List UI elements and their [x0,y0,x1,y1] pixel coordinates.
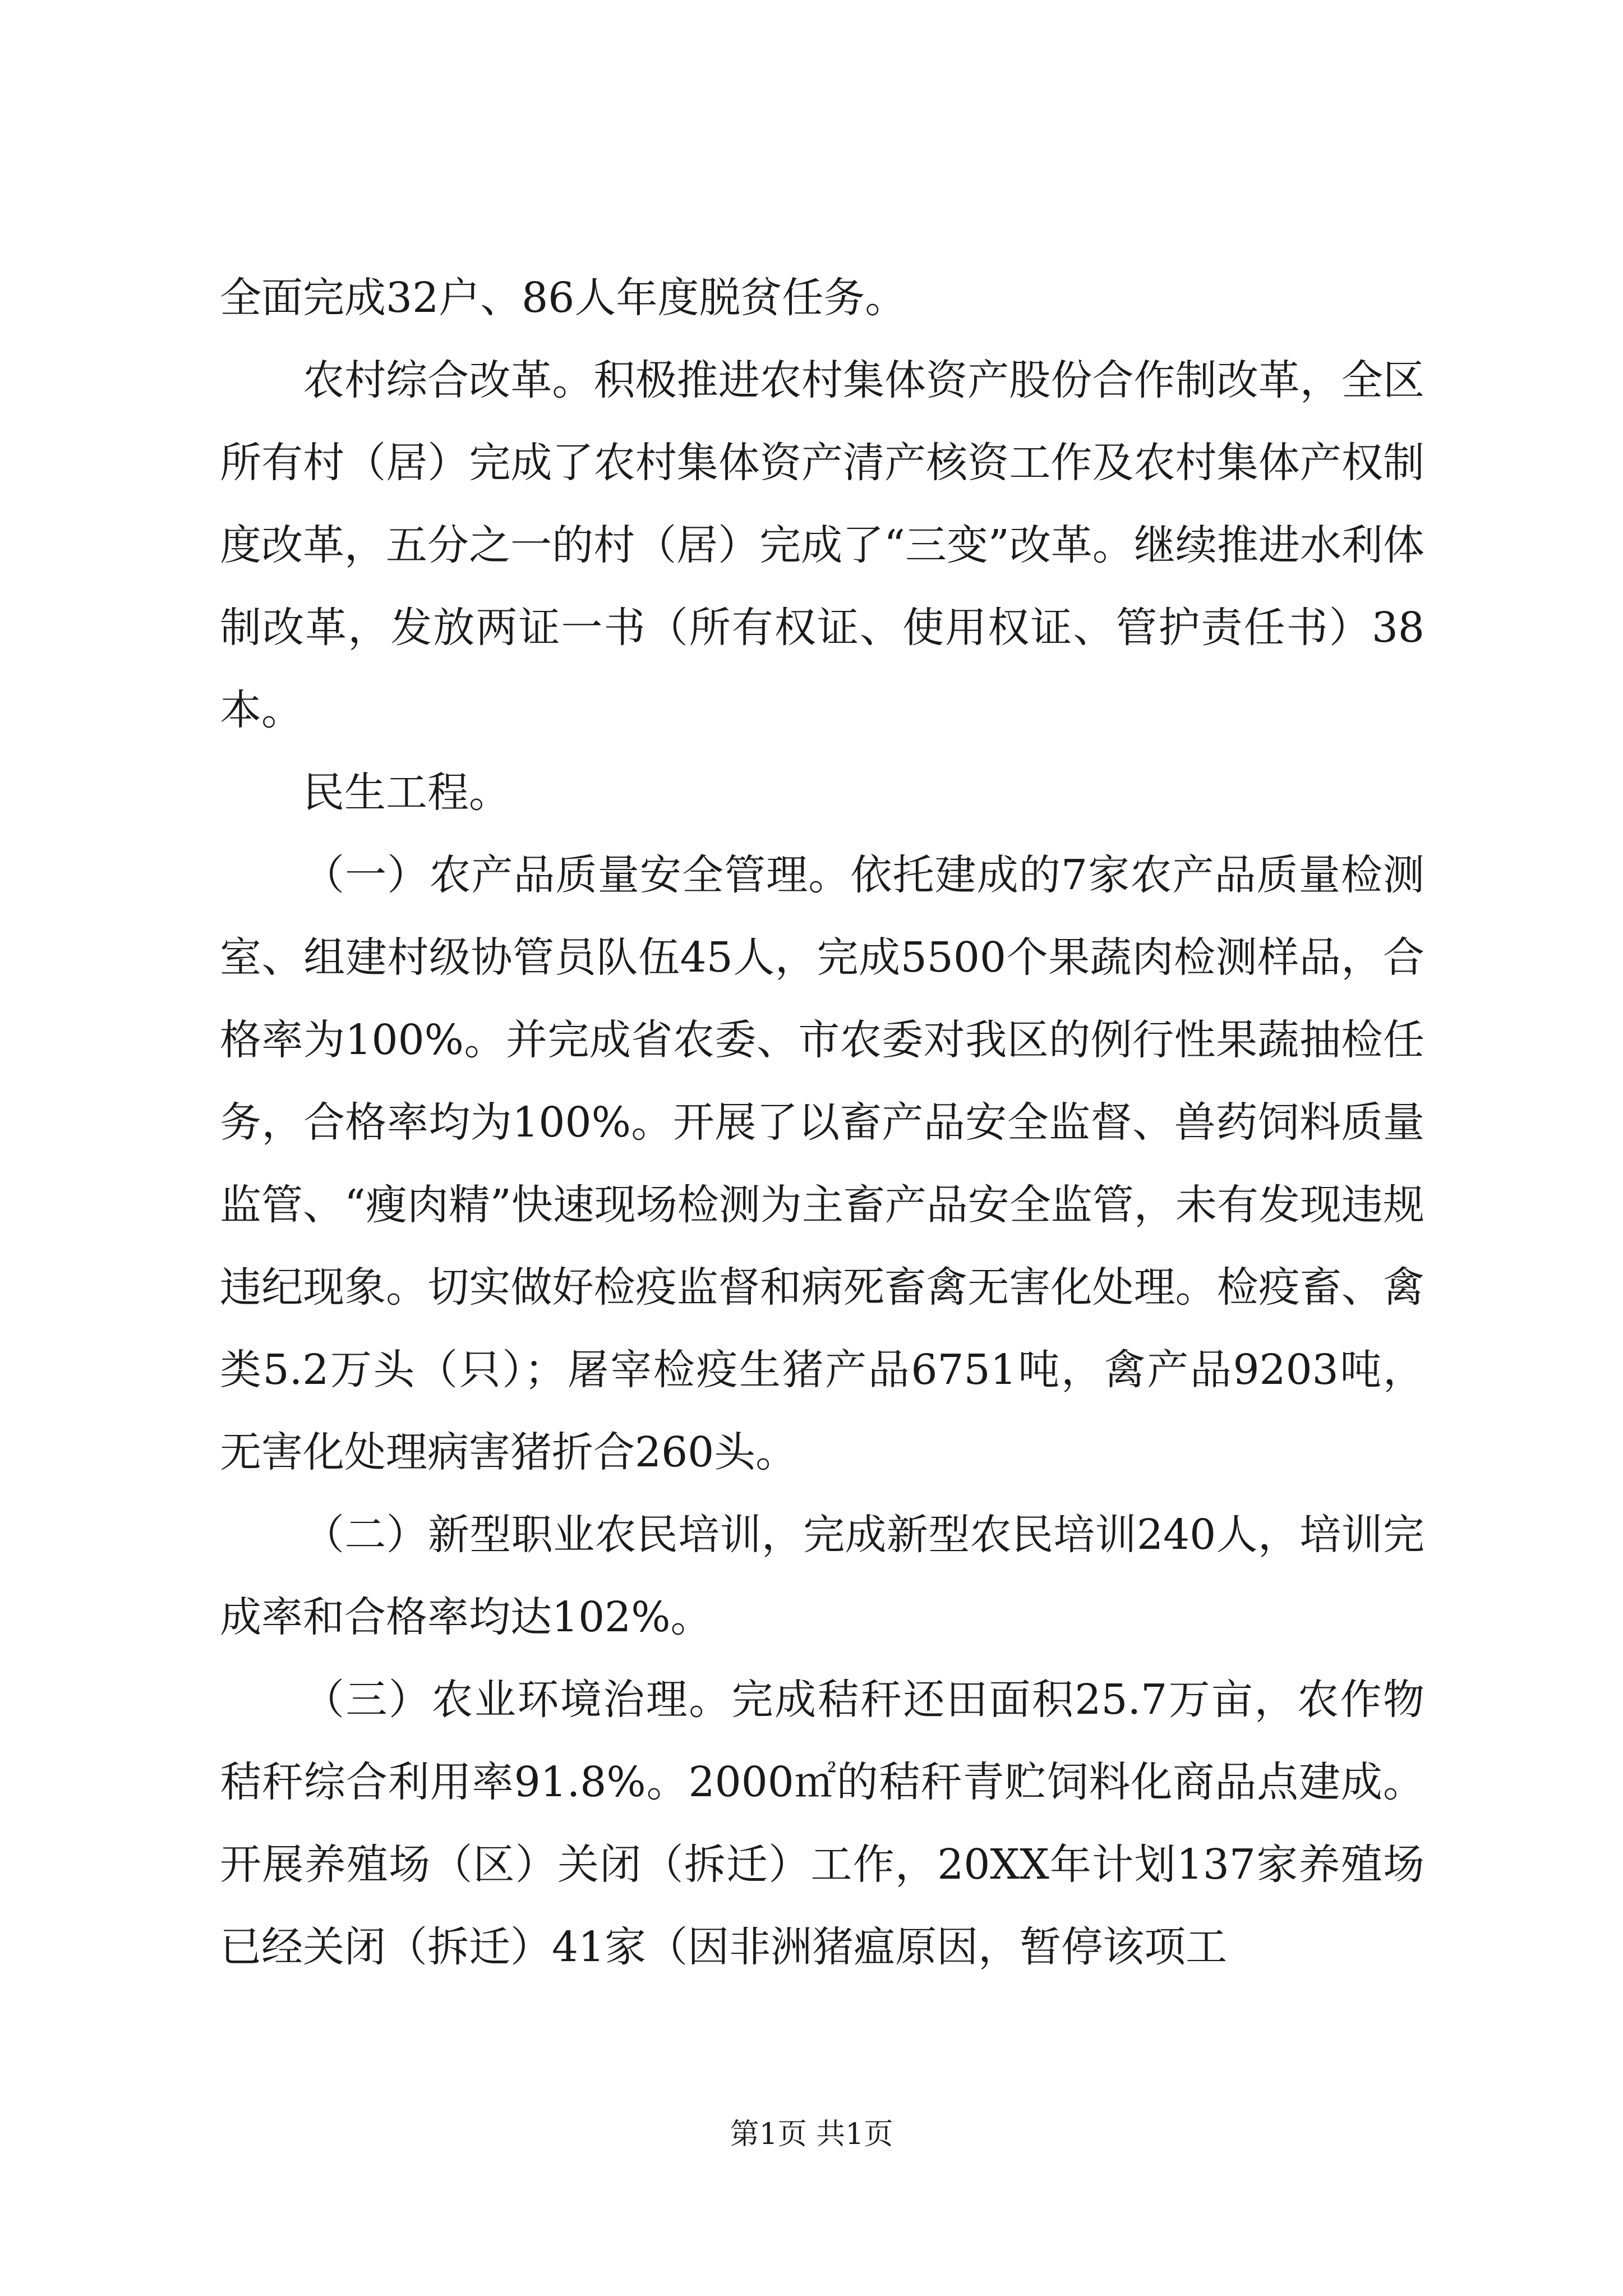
paragraph-livelihood-heading: 民生工程。 [303,769,510,817]
paragraph-environment-governance: （三）农业环境治理。完成秸秆还田面积25.7万亩，农作物秸秆综合利用率91.8%。2000㎡的秸秆青贮饲料化商品点建成。开展养殖场（区）关闭（拆迁）工作，20XX年计划137家养殖场已经关闭（拆迁）41家（因非洲猪瘟原因，暂停该项工 [220,1676,1424,1971]
document-body [220,257,1424,1989]
page-footer: 第1页 共1页 [730,2118,893,2151]
paragraph-poverty-alleviation: 全面完成32户、86人年度脱贫任务。 [220,274,907,322]
paragraph-product-quality-safety: （一）农产品质量安全管理。依托建成的7家农产品质量检测室、组建村级协管员队伍45人，完成5500个果蔬肉检测样品，合格率为100%。并完成省农委、市农委对我区的例行性果蔬抽检任务，合格率均为100%。开展了以畜产品安全监督、兽药饲料质量监管、“瘦肉精”快速现场检测为主畜产品安全监管，未有发现违规违纪现象。切实做好检疫监督和病死畜禽无害化处理。检疫畜、禽类5.2万头（只）；屠宰检疫生猪产品6751吨，禽产品9203吨，无害化处理病害猪折合260头。 [220,851,1424,1476]
paragraph-rural-reform: 农村综合改革。积极推进农村集体资产股份合作制改革，全区所有村（居）完成了农村集体资产清产核资工作及农村集体产权制度改革，五分之一的村（居）完成了“三变”改革。继续推进水利体制改革，发放两证一书（所有权证、使用权证、管护责任书）38本。 [220,356,1424,734]
paragraph-farmer-training: （二）新型职业农民培训，完成新型农民培训240人，培训完成率和合格率均达102%。 [220,1511,1424,1641]
